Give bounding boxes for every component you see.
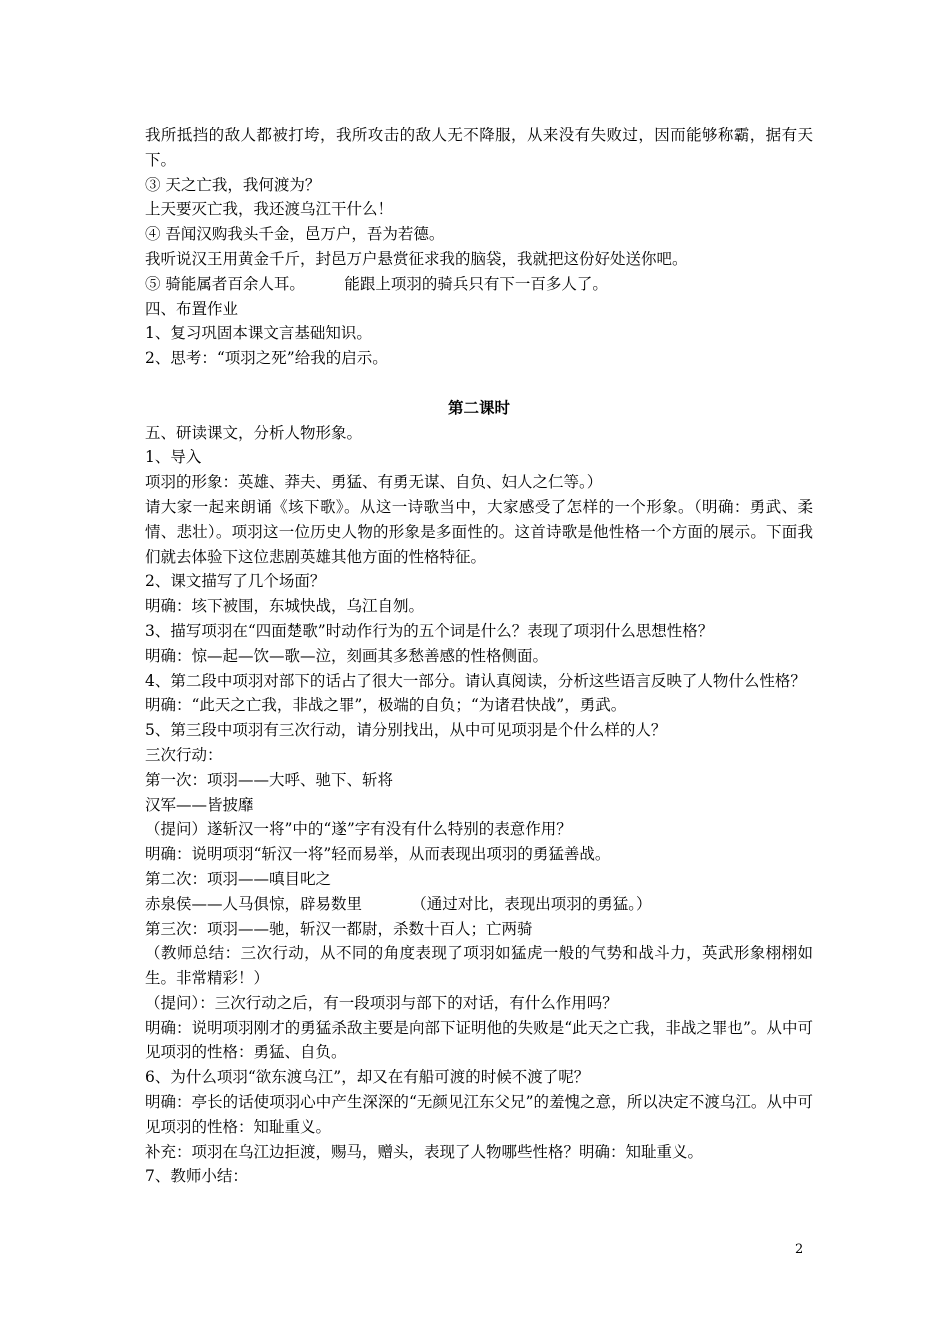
list-item: 1、复习巩固本课文言基础知识。	[145, 324, 372, 343]
page-number: 2	[795, 1242, 804, 1257]
list-item: 1、导入	[145, 448, 202, 467]
paragraph: （提问）：三次行动之后，有一段项羽与部下的对话，有什么作用吗？	[145, 993, 618, 1012]
paragraph: ⑤ 骑能属者百余人耳。 能跟上项羽的骑兵只有下一百多人了。	[145, 274, 608, 293]
paragraph: 项羽的形象：英雄、莽夫、勇猛、有勇无谋、自负、妇人之仁等。）	[145, 473, 603, 492]
paragraph: （教师总结：三次行动，从不同的角度表现了项羽如猛虎一般的气势和战斗力，英武形象栩栩如生。非常精彩！）	[145, 944, 813, 988]
section-heading: 五、研读课文，分析人物形象。	[145, 423, 363, 442]
paragraph: 第三次：项羽——驰，斩汉一都尉，杀数十百人；亡两骑	[145, 919, 533, 938]
paragraph: 汉军——皆披靡	[145, 795, 254, 814]
paragraph: （提问）遂斩汉一将”中的“遂”字有没有什么特别的表意作用？	[145, 820, 572, 839]
paragraph: 明确：说明项羽“斩汉一将”轻而易举，从而表现出项羽的勇猛善战。	[145, 845, 611, 864]
paragraph: 请大家一起来朗诵《垓下歌》。从这一诗歌当中，大家感受了怎样的一个形象。（明确：勇武、柔情、悲壮）。项羽这一位历史人物的形象是多面性的。这首诗歌是他性格一个方面的展示。下面我们就去体验下这位悲剧英雄其他方面的性格特征。	[145, 497, 813, 566]
paragraph: 我所抵挡的敌人都被打垮，我所攻击的敌人无不降服，从来没有失败过，因而能够称霸，据有天下。	[145, 126, 813, 169]
list-item: 3、描写项羽在“四面楚歌”时动作行为的五个词是什么？表现了项羽什么思想性格？	[145, 621, 714, 640]
paragraph: 明确：说明项羽刚才的勇猛杀敌主要是向部下证明他的失败是“此天之亡我，非战之罪也”。从中可见项羽的性格：勇猛、自负。	[145, 1018, 813, 1062]
document-body	[145, 123, 813, 1189]
paragraph: 赤泉侯——人马俱惊，辟易数里 （通过对比，表现出项羽的勇猛。）	[145, 894, 652, 913]
list-item: 5、第三段中项羽有三次行动，请分别找出，从中可见项羽是个什么样的人？	[145, 721, 667, 740]
lesson-title: 第二课时	[447, 397, 510, 417]
paragraph: 第一次：项羽——大呼、驰下、斩将	[145, 770, 394, 789]
section-heading: 四、布置作业	[145, 299, 239, 318]
list-item: 4、第二段中项羽对部下的话占了很大一部分。请认真阅读，分析这些语言反映了人物什么性格？	[145, 671, 806, 690]
list-item: 6、为什么项羽“欲东渡乌江”，却又在有船可渡的时候不渡了呢？	[145, 1068, 590, 1087]
paragraph: 明确：惊—起—饮—歌—泣，刻画其多愁善感的性格侧面。	[145, 646, 549, 665]
list-item: 7、教师小结：	[145, 1167, 248, 1186]
paragraph: 补充：项羽在乌江边拒渡，赐马，赠头，表现了人物哪些性格？明确：知耻重义。	[145, 1142, 704, 1161]
paragraph: 上天要灭亡我，我还渡乌江干什么！	[145, 200, 394, 219]
paragraph: 第二次：项羽——嗔目叱之	[145, 869, 332, 888]
list-item: 2、课文描写了几个场面？	[145, 572, 326, 591]
paragraph: 三次行动：	[145, 745, 223, 764]
paragraph: ③ 天之亡我，我何渡为？	[145, 175, 321, 194]
paragraph: ④ 吾闻汉购我头千金，邑万户，吾为若德。	[145, 225, 445, 244]
paragraph: 我听说汉王用黄金千斤，封邑万户悬赏征求我的脑袋，我就把这份好处送你吧。	[145, 249, 688, 268]
paragraph: 明确：亭长的话使项羽心中产生深深的“无颜见江东父兄”的羞愧之意，所以决定不渡乌江。从中可见项羽的性格：知耻重义。	[145, 1093, 813, 1136]
paragraph: 明确：垓下被围，东城快战，乌江自刎。	[145, 597, 425, 616]
paragraph: 明确：“此天之亡我，非战之罪”，极端的自负；“为诸君快战”，勇武。	[145, 696, 627, 715]
list-item: 2、思考：“项羽之死”给我的启示。	[145, 349, 388, 368]
